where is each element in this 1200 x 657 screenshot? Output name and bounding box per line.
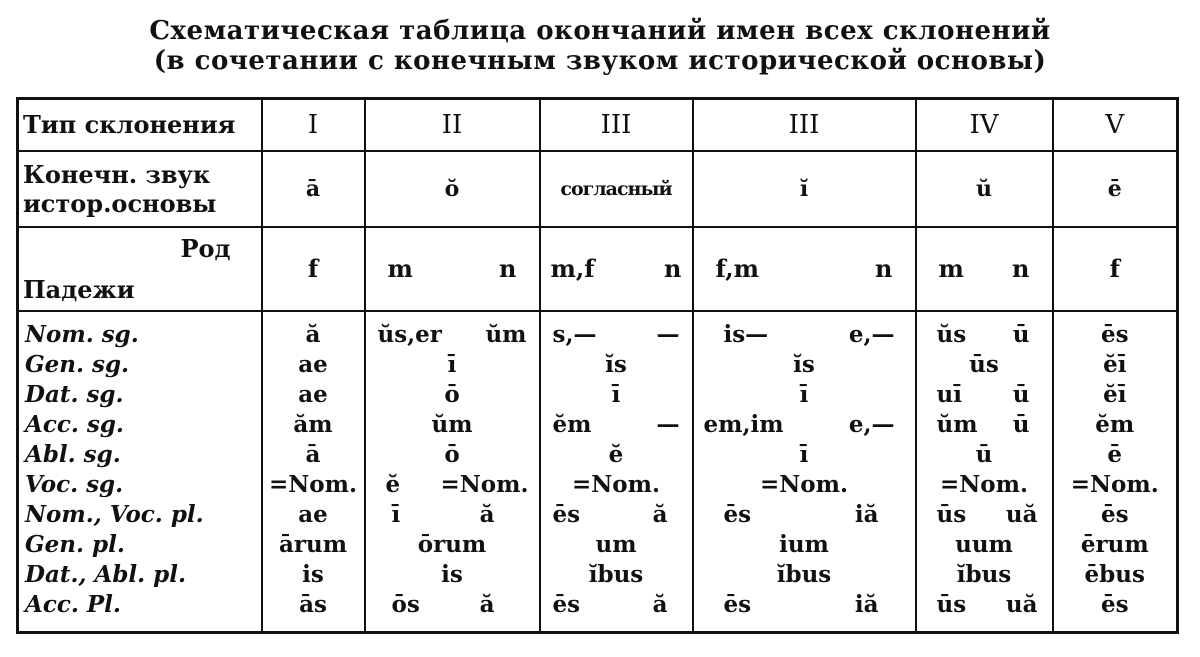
endings-col-5 (916, 311, 1053, 633)
sound-col-4: ĭ (693, 151, 916, 227)
ending-cell: =Nom. (572, 470, 660, 498)
ending-cell: ēs (552, 590, 581, 618)
ending-cell: ŭm (431, 410, 473, 438)
ending-cell: ă (305, 320, 321, 348)
type-row (18, 99, 1178, 151)
ending-cell: ū (1012, 410, 1030, 438)
ending-cell: e,— (848, 410, 895, 438)
ending-cell: ĭs (605, 350, 627, 378)
sound-col-6: ē (1053, 151, 1178, 227)
case-gen-pl: Gen. pl. (25, 530, 125, 558)
ending-cell: s,— (552, 320, 597, 348)
ending-cell: =Nom. (940, 470, 1028, 498)
gender-value: n (875, 254, 893, 283)
type-col-4: III (693, 99, 916, 151)
gender-col-5 (916, 227, 1053, 311)
type-col-6: V (1053, 99, 1178, 151)
ending-cell: ĕī (1103, 380, 1127, 408)
ending-cell: ae (298, 380, 328, 408)
case-names (18, 311, 262, 633)
ending-cell: is (441, 560, 463, 588)
sound-row (18, 151, 1178, 227)
type-col-3: III (540, 99, 693, 151)
sound-label (18, 151, 262, 227)
ending-cell: ĭbus (588, 560, 644, 588)
ending-cell: ĕm (1095, 410, 1135, 438)
ending-cell: ĕ (608, 440, 624, 468)
page-subtitle: (в сочетании с конечным звуком исторической основы) (153, 46, 1047, 76)
case-nom-voc-pl: Nom., Voc. pl. (25, 500, 204, 528)
gender-case-label (18, 227, 262, 311)
gender-value: f,m (715, 254, 760, 283)
ending-cell: ō (444, 380, 460, 408)
ending-cell: ēs (1100, 500, 1129, 528)
gender-label: Род (180, 233, 231, 263)
ending-cell: =Nom. (269, 470, 357, 498)
ending-cell: ūs (936, 590, 967, 618)
ending-cell: ŭm (485, 320, 527, 348)
ending-cell: ī (799, 380, 809, 408)
ending-cell: ī (447, 350, 457, 378)
case-acc-pl: Acc. Pl. (25, 590, 121, 618)
gender-col-4 (693, 227, 916, 311)
ending-cell: — (656, 410, 680, 438)
ending-cell: ĭbus (956, 560, 1012, 588)
case-label: Падежи (23, 274, 135, 304)
endings-col-2 (365, 311, 540, 633)
ending-cell: ium (779, 530, 829, 558)
ending-cell: — (656, 320, 680, 348)
ending-cell: ā (305, 440, 321, 468)
gender-value: f (307, 254, 319, 283)
page-title: Схематическая таблица окончаний имен всех склонений (149, 16, 1051, 46)
ending-cell: ŭm (936, 410, 978, 438)
gender-value: m (387, 254, 413, 283)
endings-col-1 (262, 311, 365, 633)
ending-cell: ēbus (1084, 560, 1145, 588)
ending-cell: ī (799, 440, 809, 468)
ending-cell: is (302, 560, 324, 588)
ending-cell: ūs (969, 350, 999, 378)
case-acc-sg: Acc. sg. (25, 410, 124, 438)
case-abl-sg: Abl. sg. (25, 440, 121, 468)
ending-cell: ēs (723, 590, 752, 618)
gender-value: n (664, 254, 682, 283)
ending-cell: ŭs,er (377, 320, 442, 348)
ending-cell: iă (854, 500, 879, 528)
endings-col-4 (693, 311, 916, 633)
ending-cell: =Nom. (760, 470, 848, 498)
gender-value: m,f (550, 254, 595, 283)
sound-label-line1: Конечн. звук (23, 159, 211, 189)
ending-cell: ēs (723, 500, 752, 528)
endings-col-3 (540, 311, 693, 633)
ending-cell: ĕm (552, 410, 592, 438)
type-col-2: II (365, 99, 540, 151)
ending-cell: e,— (848, 320, 895, 348)
ending-cell: ārum (278, 530, 348, 558)
ending-cell: ēs (1100, 590, 1129, 618)
ending-cell: em,im (703, 410, 784, 438)
ending-cell: ō (444, 440, 460, 468)
ending-cell: ĕ (385, 470, 401, 498)
ending-cell: ōrum (417, 530, 487, 558)
ending-cell: ās (299, 590, 327, 618)
ending-cell: um (595, 530, 637, 558)
ending-cell: ū (975, 440, 993, 468)
ending-cell: ă (479, 590, 495, 618)
gender-value: f (1109, 254, 1120, 283)
ending-cell: uī (936, 380, 962, 408)
gender-col-2 (365, 227, 540, 311)
ending-cell: uă (1005, 500, 1038, 528)
ending-cell: ĭbus (776, 560, 832, 588)
gender-col-3 (540, 227, 693, 311)
ending-cell: is— (723, 320, 769, 348)
case-gen-sg: Gen. sg. (25, 350, 130, 378)
gender-col-1 (262, 227, 365, 311)
ending-cell: ĭs (793, 350, 815, 378)
ending-cell: ĕī (1103, 350, 1127, 378)
ending-cell: =Nom. (1070, 470, 1159, 498)
ending-cell: ūs (936, 500, 967, 528)
endings-row (18, 311, 1178, 633)
ending-cell: ōs (391, 590, 420, 618)
sound-col-5: ŭ (916, 151, 1053, 227)
ending-cell: ērum (1080, 530, 1149, 558)
ending-cell: =Nom. (440, 470, 529, 498)
case-voc-sg: Voc. sg. (25, 470, 124, 498)
sound-col-2: ŏ (365, 151, 540, 227)
case-dat-abl-pl: Dat., Abl. pl. (25, 560, 186, 588)
ending-cell: ă (652, 590, 668, 618)
sound-col-3: согласный (540, 151, 693, 227)
gender-col-6 (1053, 227, 1178, 311)
endings-col-6 (1053, 311, 1178, 633)
ending-cell: ēs (552, 500, 581, 528)
ending-cell: ă (479, 500, 495, 528)
ending-cell: ū (1012, 380, 1030, 408)
ending-cell: uă (1005, 590, 1038, 618)
gender-row (18, 227, 1178, 311)
ending-cell: ăm (293, 410, 333, 438)
gender-value: m (938, 254, 964, 283)
ending-cell: ī (391, 500, 401, 528)
ending-cell: ae (298, 350, 328, 378)
ending-cell: ae (298, 500, 328, 528)
ending-cell: ă (652, 500, 668, 528)
case-nom-sg: Nom. sg. (25, 320, 139, 348)
ending-cell: iă (854, 590, 879, 618)
ending-cell: ŭs (936, 320, 967, 348)
type-label: Тип склонения (18, 99, 262, 151)
sound-col-1: ā (262, 151, 365, 227)
ending-cell: ī (611, 380, 621, 408)
type-col-1: I (262, 99, 365, 151)
ending-cell: ū (1012, 320, 1030, 348)
ending-cell: ē (1107, 440, 1123, 468)
gender-value: n (1012, 254, 1030, 283)
gender-value: n (499, 254, 517, 283)
sound-label-line2: истор.основы (23, 188, 217, 218)
ending-cell: uum (955, 530, 1013, 558)
ending-cell: ēs (1100, 320, 1129, 348)
declension-table (16, 97, 1179, 634)
type-col-5: IV (916, 99, 1053, 151)
case-dat-sg: Dat. sg. (25, 380, 124, 408)
